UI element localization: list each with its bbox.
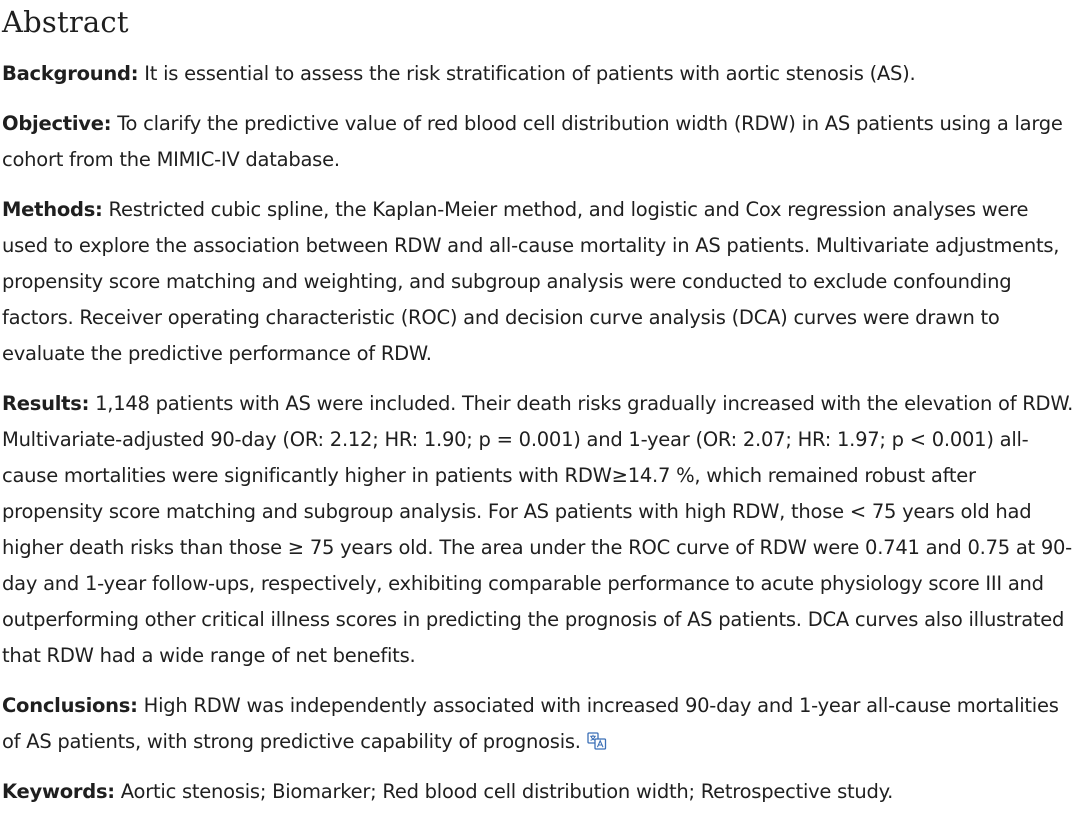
translate-icon[interactable]	[587, 726, 607, 744]
section-text: High RDW was independently associated with increased 90-day and 1-year all-cause mortalities of AS patients, with strong predictive capability of prognosis.	[2, 694, 1059, 753]
section-label: Objective:	[2, 112, 112, 135]
section-label: Methods:	[2, 198, 103, 221]
section-methods	[2, 192, 1078, 372]
section-text: Aortic stenosis; Biomarker; Red blood cell distribution width; Retrospective study.	[114, 780, 894, 803]
section-objective	[2, 106, 1078, 178]
section-keywords	[2, 774, 1078, 810]
section-text: Restricted cubic spline, the Kaplan-Meier method, and logistic and Cox regression analyses were used to explore the association between RDW and all-cause mortality in AS patients. Multivariate adjustments, propensity score matching and weighting, and subgroup analysis were conducted to exclude confounding factors. Receiver operating characteristic (ROC) and decision curve analysis (DCA) curves were drawn to evaluate the predictive performance of RDW.	[2, 198, 1060, 365]
section-label: Keywords:	[2, 780, 115, 803]
section-label: Background:	[2, 62, 139, 85]
abstract-heading: Abstract	[2, 5, 129, 39]
section-background	[2, 56, 1078, 92]
section-text: It is essential to assess the risk stratification of patients with aortic stenosis (AS).	[138, 62, 916, 85]
section-results	[2, 386, 1078, 674]
section-conclusions	[2, 688, 1078, 760]
section-text: To clarify the predictive value of red blood cell distribution width (RDW) in AS patients using a large cohort from the MIMIC-IV database.	[2, 112, 1063, 171]
section-text: 1,148 patients with AS were included. Their death risks gradually increased with the elevation of RDW. Multivariate-adjusted 90-day (OR: 2.12; HR: 1.90; p = 0.001) and 1-year (OR: 2.07; HR: 1.97; p < 0.001) all-cause mortalities were significantly higher in patients with RDW≥14.7 %, which remained robust after propensity score matching and subgroup analysis. For AS patients with high RDW, those < 75 years old had higher death risks than those ≥ 75 years old. The area under the ROC curve of RDW were 0.741 and 0.75 at 90-day and 1-year follow-ups, respectively, exhibiting comparable performance to acute physiology score III and outperforming other critical illness scores in predicting the prognosis of AS patients. DCA curves also illustrated that RDW had a wide range of net benefits.	[2, 392, 1074, 667]
section-label: Conclusions:	[2, 694, 138, 717]
section-label: Results:	[2, 392, 90, 415]
